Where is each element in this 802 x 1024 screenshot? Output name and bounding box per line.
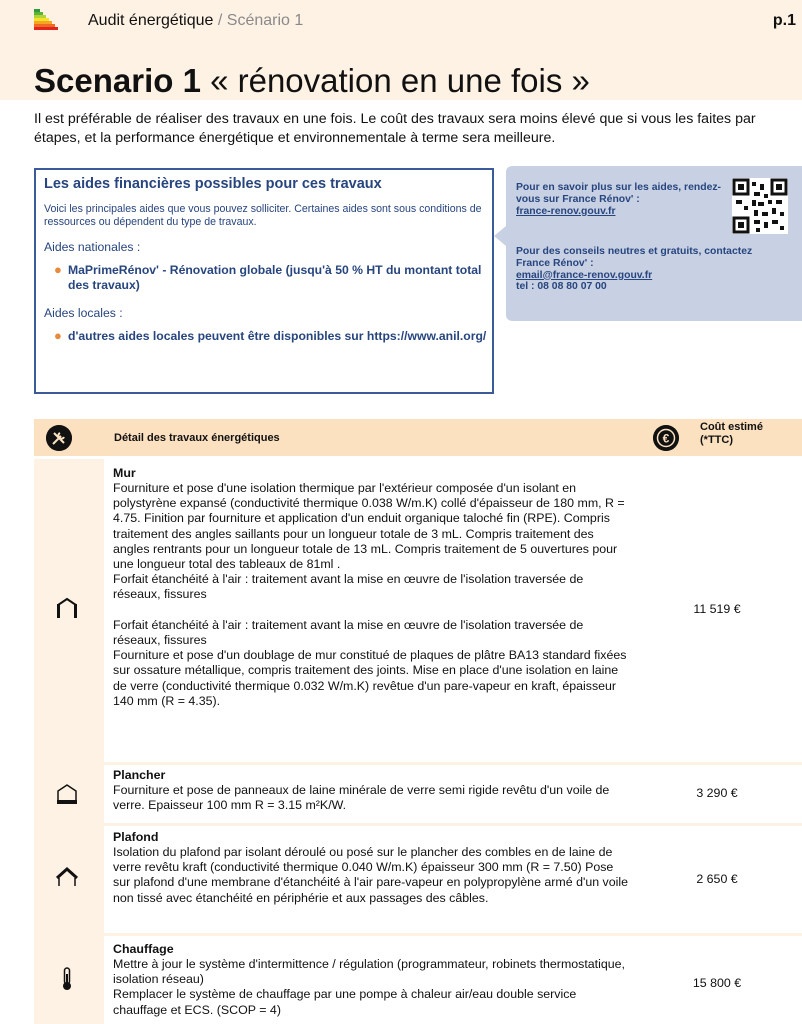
works-table-header	[34, 419, 802, 456]
national-aid-item-text: MaPrimeRénov' - Rénovation globale (jusqu'à 50 % HT du montant total des travaux)	[68, 263, 482, 292]
row-cost: 15 800 €	[692, 976, 742, 990]
row-description: Isolation du plafond par isolant déroulé ou posé sur le plancher des combles en de laine de verre revêtu kraft (conductivité thermique 0.040 W/m.K) épaisseur 300 mm (R = 7.50) Pose sur plafond d'une membrane d'étanchéité à l'air pare-vapeur en polypropylène armé d'un voile non tissé avec étanchéité en périphérie et aux passages des câbles.	[113, 845, 629, 905]
page-title	[34, 62, 590, 100]
row-title: Plancher	[113, 768, 166, 782]
breadcrumb-title: Audit énergétique	[88, 12, 214, 29]
cost-header-line1: Coût estimé	[700, 421, 763, 433]
france-renov-info-box	[506, 166, 802, 321]
france-renov-email-link[interactable]: email@france-renov.gouv.fr	[516, 269, 653, 281]
breadcrumb	[88, 12, 303, 30]
bullet-icon: ●	[54, 262, 62, 277]
row-title: Plafond	[113, 830, 159, 844]
row-description: Fourniture et pose d'une isolation thermique par l'extérieur composée d'un isolant en polystyrène expansé (conductivité thermique 0.038 W/m.K) collé d'épaisseur de 180 mm, R = 4.75. Finition par fourniture et application d'un enduit organique taloché fin (RPE). Compris traitement des angles saillants pour un longueur totale de 3 mL. Compris traitement des angles rentrants pour un longueur totale de 13 mL. Compris traitement de 5 ouvertures pour une longueur total des tableaux de 81ml . Forfait étanchéité à l'air : traitement avant la mise en œuvre de l'isolation traversée de réseaux, fissures Forfait étanchéité à l'air : traitement avant la mise en œuvre de l'isolation traversée de réseaux, fissures Fourniture et pose d'un doublage de mur constitué de plaques de plâtre BA13 standard fixées sur ossature métallique, compris traitement des joints. Mise en place d'une isolation en laine de verre (conductivité thermique 0.032 W/m.K) revêtue d'un pare-vapeur en kraft, épaisseur 140 mm (R = 4.35).	[113, 481, 627, 708]
page-number: p.1	[772, 12, 796, 29]
roof-icon	[54, 864, 80, 890]
table-row-chauffage	[34, 936, 802, 1024]
works-column-header: Détail des travaux énergétiques	[114, 432, 280, 444]
qr-code-icon	[732, 178, 788, 234]
table-row-plancher	[34, 765, 802, 823]
row-description: Fourniture et pose de panneaux de laine minérale de verre semi rigide revêtu d'un voile de verre. Epaisseur 100 mm R = 3.15 m²K/W.	[113, 783, 610, 813]
page-title-bold: Scenario 1	[34, 62, 201, 99]
local-aid-label: Aides locales :	[44, 306, 123, 320]
floor-icon	[54, 781, 80, 807]
wall-icon	[54, 595, 80, 621]
financial-aid-box	[34, 168, 494, 394]
info-aids-text	[516, 182, 736, 217]
row-cost: 2 650 €	[696, 872, 738, 886]
svg-text:€: €	[662, 431, 670, 446]
intro-paragraph: Il est préférable de réaliser des travaux en une fois. Le coût des travaux sera moins élevé que si vous les faites par étapes, et la performance énergétique et environnementale à terme sera meilleure.	[34, 111, 756, 146]
energy-label-icon	[34, 9, 58, 31]
financial-aid-title: Les aides financières possibles pour ces travaux	[44, 176, 382, 192]
row-cost: 3 290 €	[696, 786, 738, 800]
euro-coin-icon	[653, 425, 679, 451]
page-header	[0, 0, 802, 40]
national-aid-item	[54, 262, 488, 293]
cost-header-line2: (*TTC)	[700, 434, 733, 446]
national-aid-label: Aides nationales :	[44, 240, 141, 254]
breadcrumb-separator: /	[213, 12, 227, 29]
page-title-rest: « rénovation en une fois »	[200, 62, 590, 99]
table-row-mur	[34, 459, 802, 762]
table-row-plafond	[34, 826, 802, 933]
row-title: Chauffage	[113, 942, 174, 956]
row-cost: 11 519 €	[693, 602, 741, 616]
breadcrumb-subtitle: Scénario 1	[226, 12, 304, 29]
financial-aid-text: Voici les principales aides que vous pouvez solliciter. Certaines aides sont sous conditions de ressources ou dépendent du type de travaux.	[44, 203, 482, 228]
france-renov-link[interactable]: france-renov.gouv.fr	[516, 205, 616, 217]
info-aids-label: Pour en savoir plus sur les aides, rendez-vous sur France Rénov' :	[516, 182, 721, 205]
local-aid-item	[54, 328, 488, 344]
thermometer-icon	[54, 966, 80, 992]
info-advice-text	[516, 246, 776, 293]
row-title: Mur	[113, 466, 136, 480]
france-renov-phone: tel : 08 08 80 07 00	[516, 281, 607, 293]
local-aid-item-text: d'autres aides locales peuvent être disponibles sur https://www.anil.org/	[68, 329, 487, 343]
cost-column-header	[700, 421, 763, 447]
row-description: Mettre à jour le système d'intermittence / régulation (programmateur, robinets thermostatique, isolation réseau) Remplacer le système de chauffage par une pompe à chaleur air/eau double service chauffage et ECS. (SCOP = 4)	[113, 957, 625, 1017]
tools-icon	[46, 425, 72, 451]
info-advice-label: Pour des conseils neutres et gratuits, contactez France Rénov' :	[516, 246, 753, 269]
bullet-icon: ●	[54, 328, 62, 343]
